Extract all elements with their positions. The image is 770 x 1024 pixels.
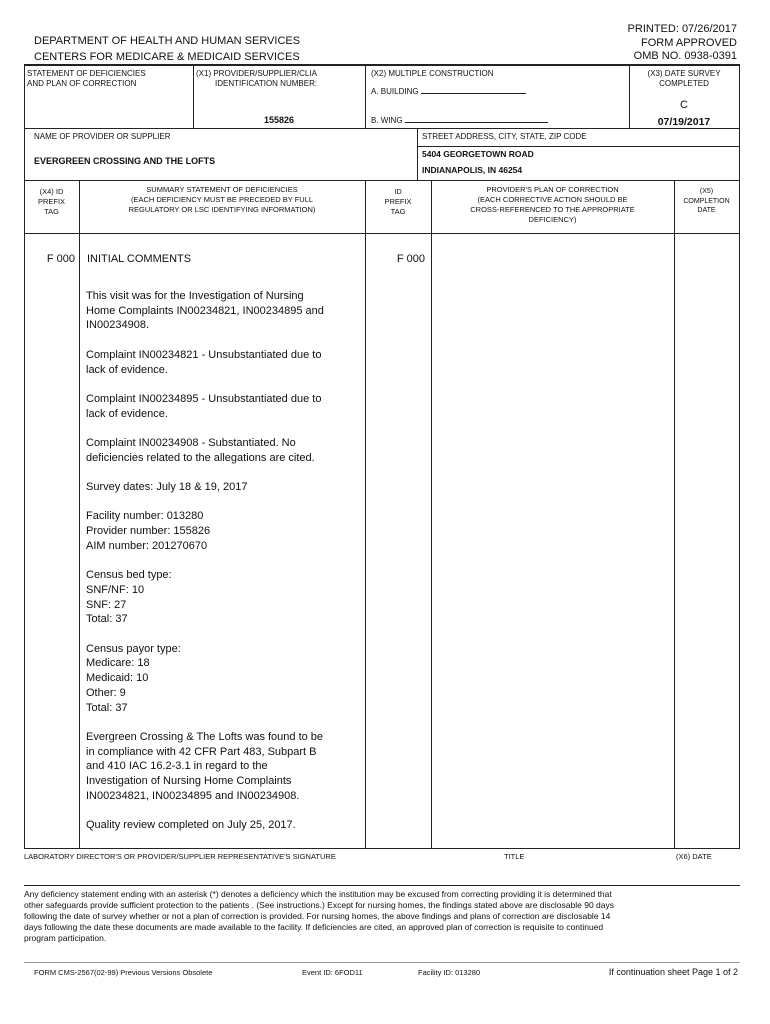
x1-label-1: (X1) PROVIDER/SUPPLIER/CLIA [196, 69, 317, 78]
centers-name: CENTERS FOR MEDICARE & MEDICAID SERVICES [34, 51, 300, 63]
printed-date: PRINTED: 07/26/2017 [627, 23, 737, 35]
form-number: FORM CMS-2567(02-99) Previous Versions Obsolete [34, 968, 213, 977]
initial-comments-heading: INITIAL COMMENTS [87, 253, 192, 265]
x5-header-2: COMPLETION [683, 197, 730, 205]
city-state-zip: INDIANAPOLIS, IN 46254 [422, 165, 523, 175]
paragraph: Census payor type: Medicare: 18 Medicaid: 10 Other: 9 Total: 37 [86, 642, 181, 714]
paragraph: Evergreen Crossing & The Lofts was found to be in compliance with 42 CFR Part 483, Subpart B and 410 IAC 16.2-3.1 in regard to the Investigation of Nursing Home Complaints IN00234821, IN00234895 and IN00234908. [86, 730, 324, 802]
paragraph: Complaint IN00234821 - Unsubstantiated due to lack of evidence. [86, 348, 322, 376]
paragraph: Census bed type: SNF/NF: 10 SNF: 27 Total: 37 [86, 569, 172, 626]
title-label: TITLE [504, 852, 525, 861]
plan-header-1: PROVIDER'S PLAN OF CORRECTION [486, 185, 619, 194]
disclaimer: Any deficiency statement ending with an asterisk (*) denotes a deficiency which the institution may be excused from correcting providing it is determined that other safeguards provide sufficient protection to the patients . (See instructions.) Except for nursing homes, the findings stated above are disclosable 90 days following the date of survey whether or not a plan of correction is provided. For nursing homes, the above findings and plans of correction are disclosable 14 days following the date these documents are made available to the facility. If deficiencies are cited, an approved plan of correction is requisite to continued program participation. [24, 889, 614, 943]
form-approved: FORM APPROVED [641, 36, 737, 49]
comments-body [86, 289, 364, 833]
paragraph: Survey dates: July 18 & 19, 2017 [86, 481, 248, 494]
x4-header-1: (X4) ID [39, 187, 64, 196]
summary-header-2: (EACH DEFICIENCY MUST BE PRECEDED BY FULL [130, 195, 314, 204]
address-label: STREET ADDRESS, CITY, STATE, ZIP CODE [422, 132, 587, 141]
date-label: (X6) DATE [676, 852, 712, 861]
plan-header-4: DEFICIENCY) [528, 215, 577, 224]
paragraph: Complaint IN00234895 - Unsubstantiated due to lack of evidence. [86, 392, 322, 420]
survey-date: 07/19/2017 [657, 116, 711, 128]
wing-blank [405, 114, 548, 123]
x1-label-2: IDENTIFICATION NUMBER: [215, 79, 318, 88]
summary-header-3: REGULATORY OR LSC IDENTIFYING INFORMATION) [128, 205, 316, 214]
summary-header-1: SUMMARY STATEMENT OF DEFICIENCIES [146, 185, 298, 194]
event-id: Event ID: 6FOD11 [302, 968, 363, 977]
plan-header-3: CROSS-REFERENCED TO THE APPROPRIATE [470, 205, 635, 214]
building-blank [421, 85, 526, 94]
x3-label-2: COMPLETED [659, 79, 709, 88]
x5-header-3: DATE [697, 207, 716, 214]
omb-number: OMB NO. 0938-0391 [633, 50, 737, 62]
id-header-3: TAG [390, 207, 406, 216]
signature-label: LABORATORY DIRECTOR'S OR PROVIDER/SUPPLIER REPRESENTATIVE'S SIGNATURE [24, 852, 336, 861]
x3-label-1: (X3) DATE SURVEY [647, 69, 721, 78]
paragraph: This visit was for the Investigation of Nursing Home Complaints IN00234821, IN00234895 and IN00234908. [86, 290, 324, 332]
facility-id: Facility ID: 013280 [418, 968, 481, 977]
x5-header-1: (X5) [699, 188, 714, 195]
paragraph: Complaint IN00234908 - Substantiated. No deficiencies related to the allegations are cited. [86, 436, 315, 464]
wing-label: B. WING [371, 116, 403, 125]
paragraph: Facility number: 013280 Provider number: 155826 AIM number: 201270670 [86, 510, 211, 552]
left-prefix-tag: F 000 [46, 253, 75, 265]
survey-code: C [680, 99, 688, 111]
provider-name-label: NAME OF PROVIDER OR SUPPLIER [34, 132, 171, 141]
paragraph: Quality review completed on July 25, 2017. [86, 819, 296, 832]
id-header-2: PREFIX [384, 197, 412, 206]
continuation-page: If continuation sheet Page 1 of 2 [608, 967, 738, 977]
right-prefix-tag: F 000 [396, 253, 425, 265]
provider-id-number: 155826 [263, 115, 295, 125]
x4-header-3: TAG [44, 207, 59, 216]
x2-label: (X2) MULTIPLE CONSTRUCTION [371, 69, 494, 78]
plan-header-2: (EACH CORRECTIVE ACTION SHOULD BE [477, 195, 628, 204]
statement-label-1: STATEMENT OF DEFICIENCIES [27, 69, 146, 78]
department-name: DEPARTMENT OF HEALTH AND HUMAN SERVICES [34, 35, 301, 47]
statement-label-2: AND PLAN OF CORRECTION [27, 79, 137, 88]
id-header-1: ID [394, 187, 402, 196]
x4-header-2: PREFIX [37, 197, 66, 206]
street-address: 5404 GEORGETOWN ROAD [422, 149, 534, 159]
provider-name: EVERGREEN CROSSING AND THE LOFTS [34, 156, 216, 166]
building-label: A. BUILDING [371, 87, 419, 96]
